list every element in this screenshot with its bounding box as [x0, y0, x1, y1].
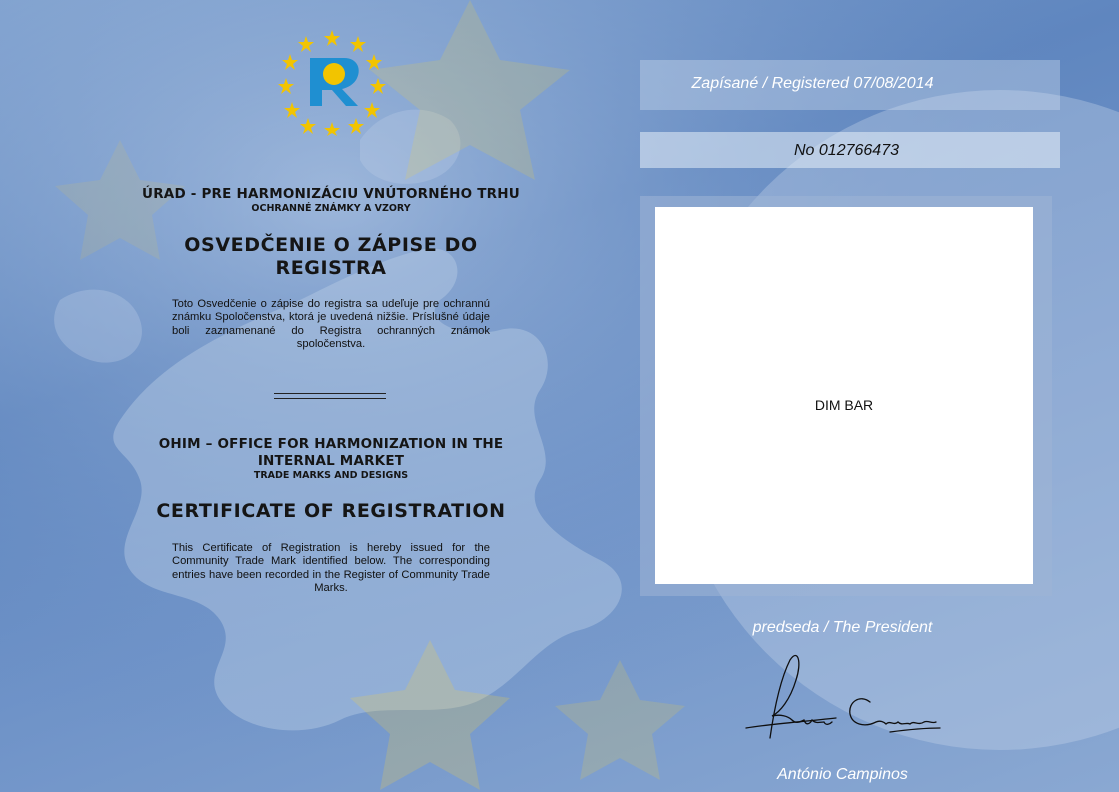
signatory-role: predseda / The President	[752, 619, 933, 636]
signatory-name: António Campinos	[777, 766, 908, 783]
signature	[740, 650, 950, 750]
r-letter-icon	[310, 58, 359, 106]
en-certificate-title: CERTIFICATE OF REGISTRATION	[156, 500, 506, 522]
registration-number: No 012766473	[794, 142, 899, 159]
sk-office-name: ÚRAD - PRE HARMONIZÁCIU VNÚTORNÉHO TRHU	[142, 186, 520, 202]
en-office-subtitle: TRADE MARKS AND DESIGNS	[253, 470, 409, 481]
en-certificate-text: This Certificate of Registration is hereby issued for the Community Trade Mark identified below. The corresponding entries have been recorded in the Register of Community Trade Marks.	[172, 542, 490, 595]
en-office-name-line2: INTERNAL MARKET	[257, 453, 405, 469]
trademark-box	[655, 207, 1033, 584]
sk-office-subtitle: OCHRANNÉ ZNÁMKY A VZORY	[251, 203, 411, 214]
trademark-text: DIM BAR	[814, 397, 874, 413]
en-office-name-line1: OHIM – OFFICE FOR HARMONIZATION IN THE	[158, 436, 504, 452]
section-divider	[274, 393, 386, 399]
registration-date: Zapísané / Registered 07/08/2014	[691, 75, 934, 92]
sk-certificate-text: Toto Osvedčenie o zápise do registra sa udeľuje pre ochrannú známku Spoločenstva, ktorá je uvedená nižšie. Príslušné údaje boli zaznamenané do Registra ochranných známok spoločenstva.	[172, 298, 490, 351]
sk-certificate-title-line2: REGISTRA	[275, 257, 387, 279]
ohim-logo	[276, 28, 388, 136]
sk-certificate-title-line1: OSVEDČENIE O ZÁPISE DO	[184, 234, 478, 256]
ohim-r-logo-icon	[276, 28, 388, 136]
handwritten-signature-icon	[740, 650, 950, 750]
